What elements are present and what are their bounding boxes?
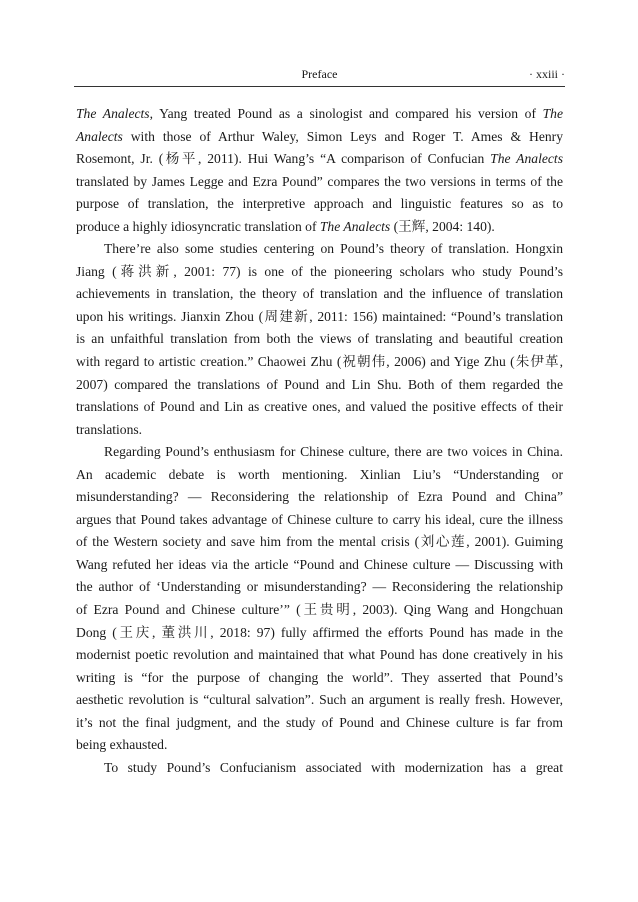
text-run: aesthetic revolution is “cultural salvation”. Such an argument is really fresh. However, — [76, 692, 563, 708]
text-line — [76, 171, 563, 194]
text-line — [76, 667, 563, 690]
text-run: Regarding Pound’s enthusiasm for Chinese culture, there are two voices in China. — [104, 444, 563, 460]
text-run: the author of ‘Understanding or misunderstanding? — Reconsidering the relationship — [76, 579, 563, 595]
text-run: , Yang treated Pound as a sinologist and compared his version of — [149, 106, 543, 121]
text-run: modernist poetic revolution and maintained that what Pound has done creatively in his — [76, 647, 563, 663]
text-run: Jiang (蒋洪新, 2001: 77) is one of the pioneering scholars who study Pound’s — [76, 263, 563, 279]
page-number: · xxiii · — [529, 67, 565, 81]
text-run: Dong (王庆, 董洪川, 2018: 97) fully affirmed the efforts Pound has made in the — [76, 624, 563, 640]
text-line — [76, 712, 563, 735]
running-header — [74, 66, 565, 86]
text-run: purpose of translation, the interpretive approach and linguistic features so as to — [76, 196, 563, 212]
text-run: it’s not the final judgment, and the study of Pound and Chinese culture is far from — [76, 714, 563, 730]
paragraph — [76, 441, 563, 757]
text-run: produce a highly idiosyncratic translation of — [76, 218, 320, 234]
text-run: To study Pound’s Confucianism associated with modernization has a great — [104, 759, 563, 775]
text-run: translations. — [76, 421, 143, 437]
text-line — [76, 509, 563, 532]
italic-title: The Analects — [490, 151, 563, 167]
paragraph — [76, 238, 563, 441]
text-run: Rosemont, Jr. (杨平, 2011). Hui Wang’s “A comparison of Confucian — [76, 151, 491, 167]
text-line — [76, 644, 563, 667]
paragraph — [76, 757, 563, 780]
text-line — [76, 396, 563, 419]
text-line — [76, 531, 563, 554]
text-line — [76, 306, 563, 329]
text-run: upon his writings. Jianxin Zhou (周建新, 2011: 156) maintained: “Pound’s translation — [76, 308, 563, 324]
text-run: There’re also some studies centering on Pound’s theory of translation. Hongxin — [104, 241, 563, 257]
italic-title: The Analects — [319, 218, 391, 234]
text-run: argues that Pound takes advantage of Chinese culture to carry his ideal, cure the illness — [76, 511, 563, 527]
paragraph — [76, 103, 563, 238]
italic-title: The — [542, 106, 563, 121]
text-run: translated by James Legge and Ezra Pound” compares the two versions in terms of the — [76, 173, 563, 189]
text-run: achievements in translation, the theory of translation and the influence of translation — [76, 286, 563, 302]
text-run: An academic debate is worth mentioning. Xinlian Liu’s “Understanding or — [76, 466, 563, 482]
text-line — [76, 734, 563, 757]
text-line — [76, 148, 563, 171]
text-line — [76, 441, 563, 464]
text-line — [76, 261, 563, 284]
text-run: being exhausted. — [76, 737, 168, 753]
text-line — [76, 103, 563, 126]
text-line — [76, 419, 563, 442]
text-run: with those of Arthur Waley, Simon Leys and Roger T. Ames & Henry — [122, 128, 563, 144]
text-run: writing is “for the purpose of changing the world”. They asserted that Pound’s — [76, 669, 563, 685]
text-line — [76, 126, 563, 149]
text-line — [76, 486, 563, 509]
text-line — [76, 374, 563, 397]
text-run: misunderstanding? — Reconsidering the relationship of Ezra Pound and China” — [76, 489, 563, 505]
running-header-title: Preface — [301, 67, 338, 81]
text-line — [76, 193, 563, 216]
text-line — [76, 689, 563, 712]
text-line — [76, 554, 563, 577]
text-run: (王辉, 2004: 140). — [390, 218, 495, 234]
text-line — [76, 216, 563, 239]
text-line — [76, 351, 563, 374]
text-line — [76, 283, 563, 306]
text-run: translations of Pound and Lin as creative ones, and valued the positive effects of their — [76, 399, 563, 415]
text-run: with regard to artistic creation.” Chaowei Zhu (祝朝伟, 2006) and Yige Zhu (朱伊革, — [76, 354, 563, 370]
header-rule — [74, 86, 565, 87]
text-line — [76, 464, 563, 487]
text-line — [76, 576, 563, 599]
text-run: 2007) compared the translations of Pound and Lin Shu. Both of them regarded the — [76, 376, 563, 392]
text-run: is an unfaithful translation from both the views of translating and beautiful creation — [76, 331, 563, 347]
body-text — [76, 103, 563, 779]
text-run: of Ezra Pound and Chinese culture’” (王贵明, 2003). Qing Wang and Hongchuan — [76, 602, 563, 618]
text-line — [76, 757, 563, 780]
italic-title: Analects — [76, 128, 123, 144]
italic-title: The Analects — [76, 106, 150, 121]
text-line — [76, 238, 563, 261]
text-run: Wang refuted her ideas via the article “Pound and Chinese culture — Discussing with — [76, 556, 563, 572]
text-line — [76, 622, 563, 645]
text-run: of the Western society and save him from the mental crisis (刘心莲, 2001). Guiming — [76, 534, 563, 550]
text-line — [76, 328, 563, 351]
text-line — [76, 599, 563, 622]
